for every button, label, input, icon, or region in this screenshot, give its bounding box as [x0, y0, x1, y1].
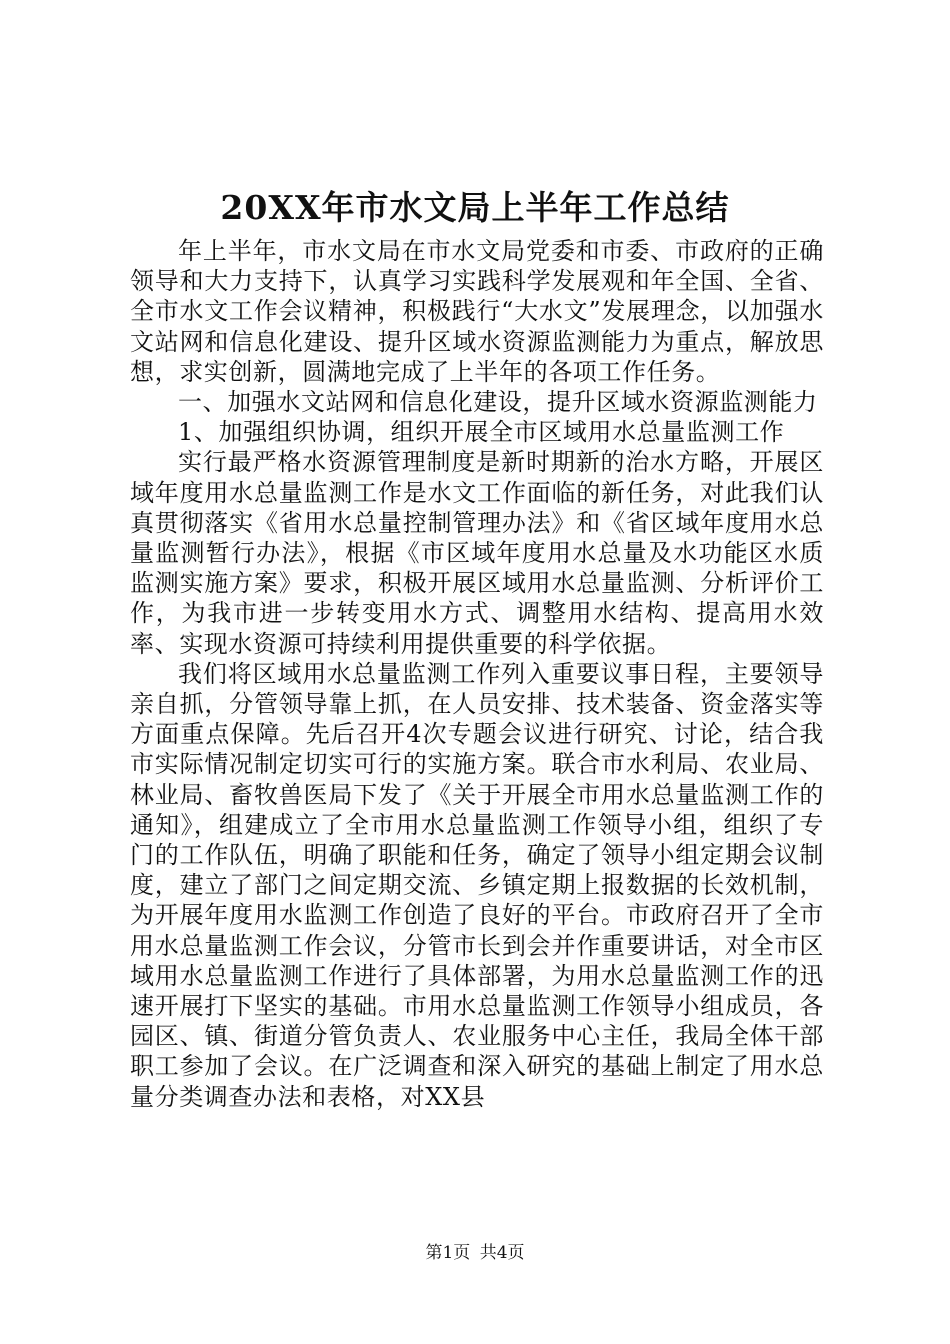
section-heading: 一、加强水文站网和信息化建设，提升区域水资源监测能力 — [178, 388, 818, 417]
subsection-heading: 1、加强组织协调，组织开展全市区域用水总量监测工作 — [178, 418, 785, 447]
page-footer — [0, 1242, 950, 1264]
page-number: 第1页 — [425, 1243, 471, 1263]
document-body — [130, 236, 824, 1112]
body-paragraph: 我们将区域用水总量监测工作列入重要议事日程，主要领导亲自抓，分管领导靠上抓，在人员安排、技术装备、资金落实等方面重点保障。先后召开4次专题会议进行研究、讨论，结合我市实际情况制定切实可行的实施方案。联合市水利局、农业局、林业局、畜牧兽医局下发了《关于开展全市用水总量监测工作的通知》，组建成立了全市用水总量监测工作领导小组，组织了专门的工作队伍，明确了职能和任务，确定了领导小组定期会议制度，建立了部门之间定期交流、乡镇定期上报数据的长效机制，为开展年度用水监测工作创造了良好的平台。市政府召开了全市用水总量监测工作会议，分管市长到会并作重要讲话，对全市区域用水总量监测工作进行了具体部署，为用水总量监测工作的迅速开展打下坚实的基础。市用水总量监测工作领导小组成员，各园区、镇、街道分管负责人、农业服务中心主任，我局全体干部职工参加了会议。在广泛调查和深入研究的基础上制定了用水总量分类调查办法和表格，对XX县 — [130, 659, 824, 1111]
body-paragraph: 实行最严格水资源管理制度是新时期新的治水方略，开展区域年度用水总量监测工作是水文工作面临的新任务，对此我们认真贯彻落实《省用水总量控制管理办法》和《省区域年度用水总量监测暂行办法》，根据《市区域年度用水总量及水功能区水质监测实施方案》要求，积极开展区域用水总量监测、分析评价工作，为我市进一步转变用水方式、调整用水结构、提高用水效率、实现水资源可持续利用提供重要的科学依据。 — [130, 448, 824, 658]
page-total: 共4页 — [479, 1243, 525, 1263]
document-title: 20XX年市水文局上半年工作总结 — [220, 188, 730, 227]
intro-paragraph: 年上半年，市水文局在市水文局党委和市委、市政府的正确领导和大力支持下，认真学习实践科学发展观和年全国、全省、全市水文工作会议精神，积极践行“大水文”发展理念，以加强水文站网和信息化建设、提升区域水资源监测能力为重点，解放思想，求实创新，圆满地完成了上半年的各项工作任务。 — [130, 237, 824, 386]
